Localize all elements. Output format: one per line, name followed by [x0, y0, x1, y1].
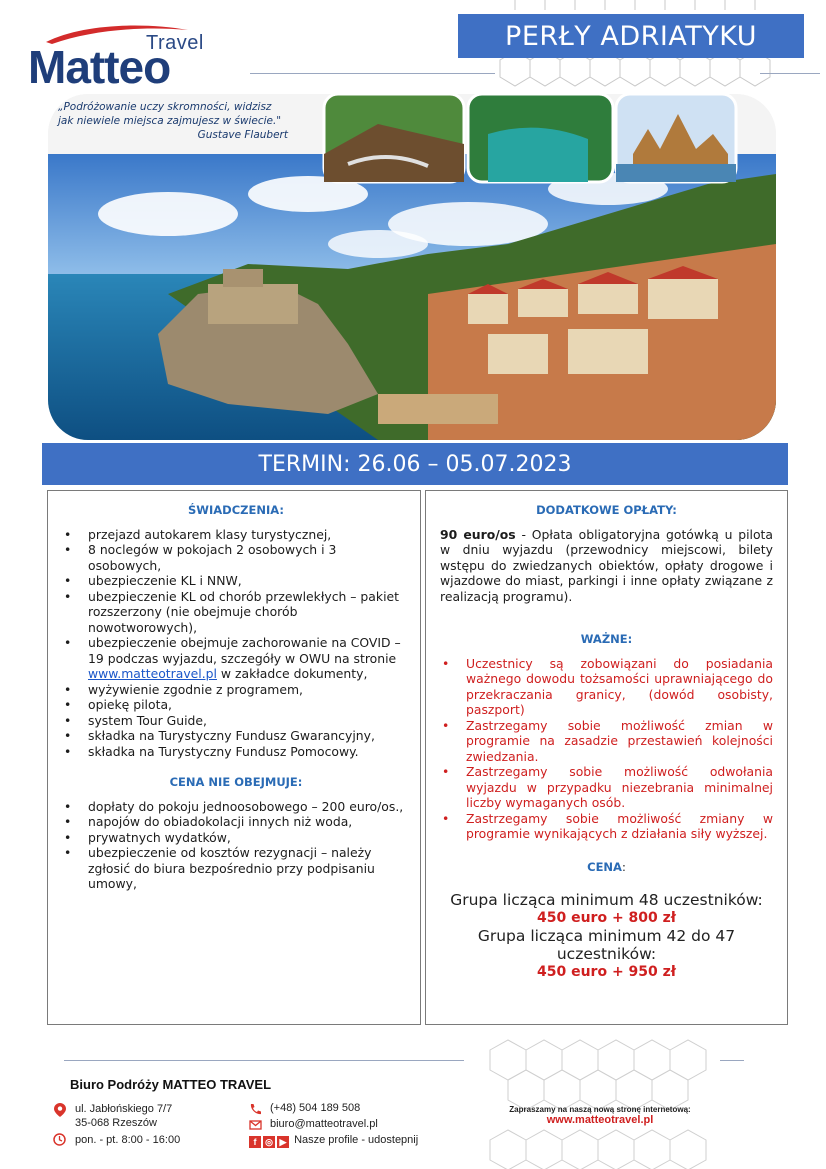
included-services-panel: [47, 490, 421, 1025]
dubrovnik-landscape-illustration: [48, 94, 776, 440]
list-item: • składka na Turystyczny Fundusz Pomocowy.: [62, 744, 410, 760]
price-group-2: Grupa licząca minimum 42 do 47 uczestników:: [477, 927, 736, 963]
price-block: [440, 891, 773, 981]
list-item: • Uczestnicy są zobowiązani do posiadania ważnego dowodu tożsamości uprawniającego do przekraczania granicy, (dowód osobisty, paszport): [440, 656, 773, 718]
brand-logo: [28, 22, 228, 93]
extra-fees-text: [440, 527, 773, 605]
list-item: • przejazd autokarem klasy turystycznej,: [62, 527, 410, 543]
hero-quote: [58, 100, 328, 142]
trip-date-bar: TERMIN: 26.06 – 05.07.2023: [42, 443, 788, 485]
hero-image: [48, 94, 776, 440]
price-title-text: CENA: [587, 859, 622, 874]
excluded-list: [62, 799, 410, 892]
list-item: • ubezpieczenie KL od chorób przewlekłych – pakiet rozszerzony (nie obejmuje chorób nowotworowych),: [62, 589, 410, 636]
quote-line-1: „Podróżowanie uczy skromności, widzisz: [58, 101, 272, 113]
list-item: • ubezpieczenie od kosztów rezygnacji – należy zgłosić do biura bezpośrednio przy podpisaniu umowy,: [62, 845, 410, 892]
important-list: [440, 656, 773, 842]
price-title-colon: :: [621, 859, 626, 874]
phone-number[interactable]: (+48) 504 189 508: [270, 1102, 361, 1114]
covid-text-end: w zakładce dokumenty,: [216, 666, 368, 681]
excluded-title: CENA NIE OBEJMUJE:: [169, 775, 303, 789]
logo-travel-text: Travel: [146, 32, 204, 54]
list-item: • składka na Turystyczny Fundusz Gwarancyjny,: [62, 728, 410, 744]
included-title: ŚWIADCZENIA:: [188, 503, 284, 517]
address: [75, 1102, 172, 1130]
header-divider-left: [250, 73, 495, 74]
price-2: 450 euro + 950 zł: [536, 964, 676, 980]
instagram-icon[interactable]: ◎: [263, 1136, 275, 1148]
address-city: 35-068 Rzeszów: [75, 1117, 157, 1129]
email-icon: [249, 1118, 262, 1131]
covid-text: ubezpieczenie obejmuje zachorowanie na COVID – 19 podczas wyjazdu, szczegóły w OWU na stronie: [88, 635, 401, 666]
list-item: • napojów do obiadokolacji innych niż woda,: [62, 814, 410, 830]
list-item: • wyżywienie zgodnie z programem,: [62, 682, 410, 698]
important-title: WAŻNE:: [580, 632, 633, 646]
extra-fee-amount: 90 euro/os: [440, 526, 516, 542]
phone-icon: [249, 1103, 262, 1116]
extra-fees-title: DODATKOWE OPŁATY:: [536, 503, 677, 517]
youtube-icon[interactable]: ▶: [277, 1136, 289, 1148]
footer-divider-left: [64, 1060, 464, 1061]
quote-author: Gustave Flaubert: [197, 129, 288, 141]
website-promo-link[interactable]: www.matteotravel.pl: [546, 1114, 654, 1126]
price-group-1: Grupa licząca minimum 48 uczestników:: [450, 891, 763, 909]
list-item: • Zastrzegamy sobie możliwość zmiany w programie wynikających z działania siły wyższej.: [440, 811, 773, 842]
social-profiles-label: Nasze profile - udostepnij: [294, 1134, 419, 1146]
price-title: [440, 860, 773, 876]
list-item: • Zastrzegamy sobie możliwość zmian w programie na zasadzie przestawień kolejności zwiedzania.: [440, 718, 773, 765]
opening-hours: pon. - pt. 8:00 - 16:00: [75, 1134, 181, 1146]
list-item-covid: [62, 635, 410, 682]
included-list: [62, 527, 410, 760]
extra-info-panel: [425, 490, 788, 1025]
header-divider-right: [760, 73, 820, 74]
website-promo-text: Zapraszamy na naszą nową stronę internetową:: [509, 1105, 691, 1114]
clock-icon: [53, 1133, 66, 1146]
website-link[interactable]: www.matteotravel.pl: [88, 666, 217, 681]
price-1: 450 euro + 800 zł: [536, 910, 676, 926]
list-item: • ubezpieczenie KL i NNW,: [62, 573, 410, 589]
list-item: • Zastrzegamy sobie możliwość odwołania wyjazdu w przypadku niezebrania minimalnej liczby wymaganych osób.: [440, 764, 773, 811]
location-pin-icon: [54, 1103, 66, 1117]
website-promo: [470, 1105, 730, 1126]
list-item: • prywatnych wydatków,: [62, 830, 410, 846]
address-street: ul. Jabłońskiego 7/7: [75, 1103, 173, 1115]
list-item: • 8 noclegów w pokojach 2 osobowych i 3 osobowych,: [62, 542, 410, 573]
office-name: Biuro Podróży MATTEO TRAVEL: [70, 1077, 272, 1092]
hexagon-pattern-decoration: [460, 1030, 750, 1169]
page-title: PERŁY ADRIATYKU: [458, 14, 804, 58]
facebook-icon[interactable]: f: [249, 1136, 261, 1148]
logo-brand-text: Matteo: [28, 41, 171, 93]
email-address[interactable]: biuro@matteotravel.pl: [270, 1118, 378, 1130]
extra-fee-description: - Opłata obligatoryjna gotówką u pilota w dniu wyjazdu (przewodnicy miejscowi, bilety wstępu do zwiedzanych obiektów, opłaty drogowe i wjazdowe do miast, parkingi i inne opłaty związane z realizacją programu).: [440, 526, 773, 604]
quote-line-2: jak niewiele miejsca zajmujesz w świecie.": [58, 115, 282, 127]
social-profiles: [249, 1133, 418, 1148]
list-item: • dopłaty do pokoju jednoosobowego – 200 euro/os.,: [62, 799, 410, 815]
list-item: • system Tour Guide,: [62, 713, 410, 729]
list-item: • opiekę pilota,: [62, 697, 410, 713]
